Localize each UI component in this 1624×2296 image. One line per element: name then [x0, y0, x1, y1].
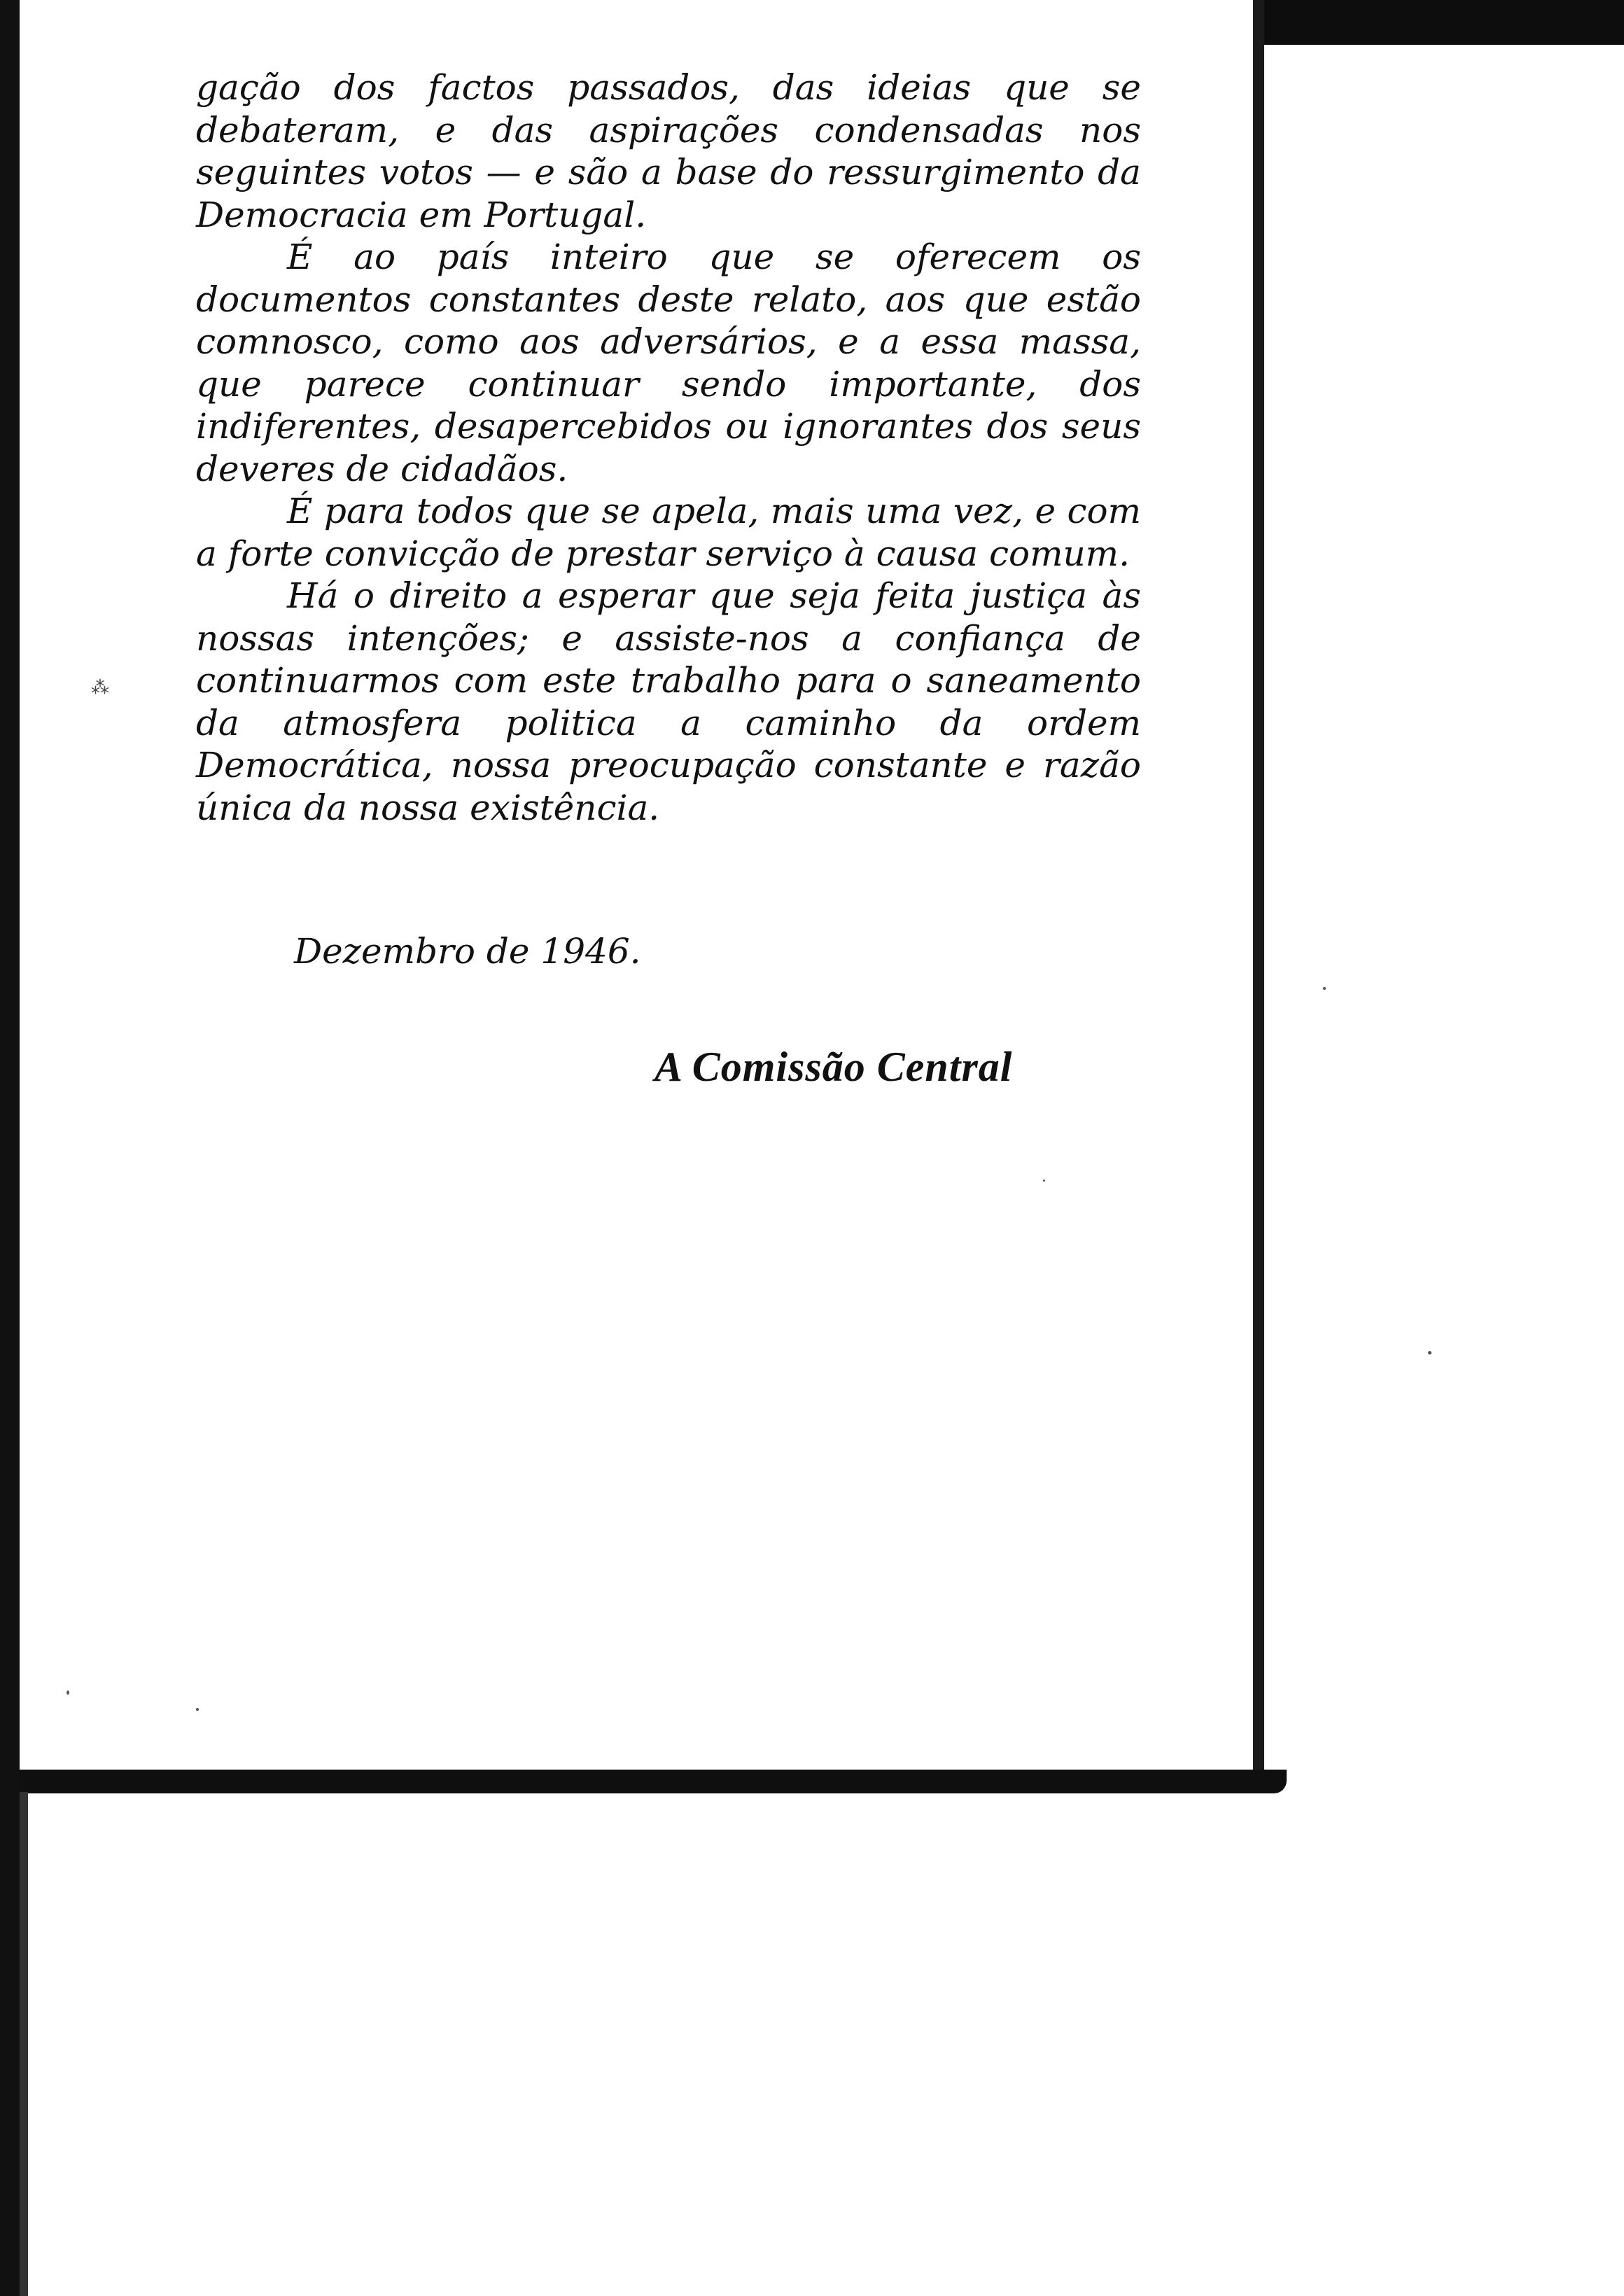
lower-page-edge [20, 1792, 28, 2296]
dust-speck [1428, 1351, 1432, 1354]
dust-speck [196, 1708, 199, 1711]
paragraph-2: É ao país inteiro que se oferecem os documentos constantes deste relato, aos que estão comnosco, como aos adversários, e a essa massa, que parece continuar sendo importante, dos indiferentes, desapercebidos ou ignorantes dos seus deveres de cidadãos. [196, 237, 1141, 489]
paragraph-4: Há o direito a esperar que seja feita justiça às nossas intenções; e assiste-nos a confiança de continuarmos com este trabalho para o saneamento da atmosfera politica a caminho da ordem Democrática, nossa preocupação constante e razão única da nossa existência. [196, 575, 1141, 828]
signature: A Comissão Central [654, 1044, 1013, 1090]
scanner-left-edge [0, 0, 20, 2296]
ink-smudge: ⁂ [91, 678, 109, 699]
page-bottom-shadow [20, 1770, 1287, 1793]
paragraph-3: É para todos que se apela, mais uma vez, e com a forte convicção de prestar serviço à causa comum. [196, 491, 1141, 574]
dust-speck [1323, 987, 1326, 990]
dust-speck [1043, 1180, 1045, 1182]
dust-speck [66, 1690, 69, 1695]
paragraph-1: gação dos factos passados, das ideias que se debateram, e das aspirações condensadas nos seguintes votos — e são a base do ressurgimento da Democracia em Portugal. [196, 67, 1141, 235]
page-right-shadow [1253, 0, 1264, 1785]
body-text [196, 66, 1141, 829]
date-line: Dezembro de 1946. [294, 931, 641, 972]
scanner-top-right-edge [1260, 0, 1624, 45]
